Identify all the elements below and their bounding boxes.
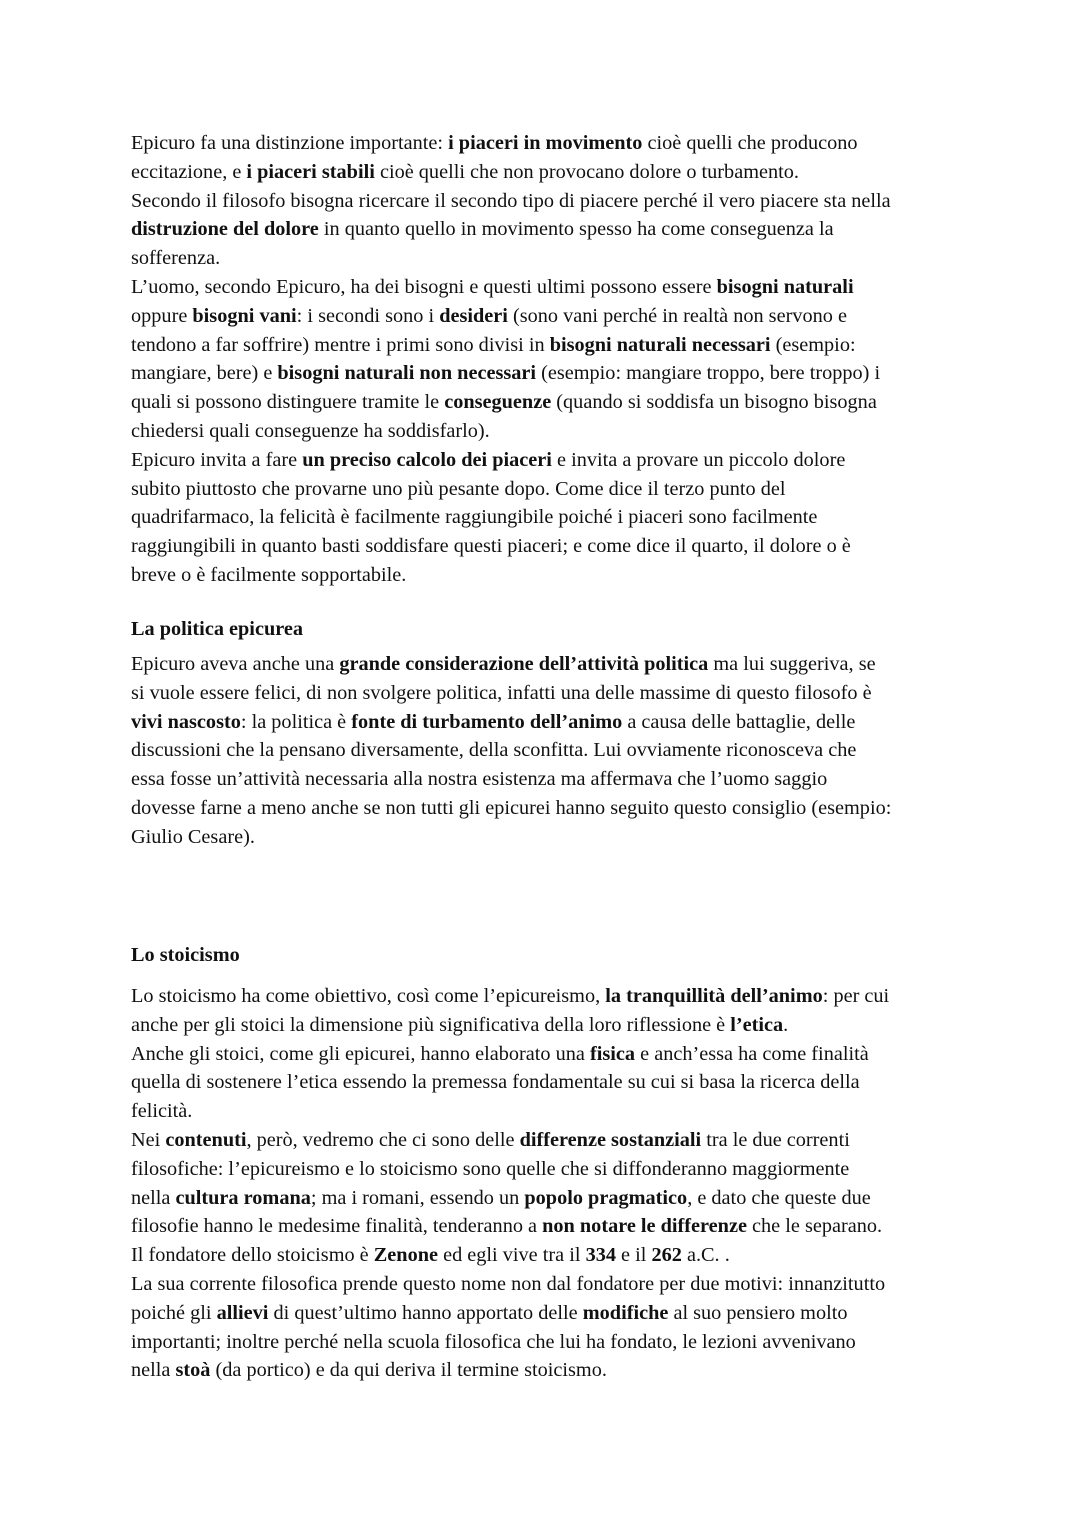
text-run: che le separano. <box>746 1215 883 1238</box>
text-line <box>131 1126 1031 1155</box>
text-run: nella <box>131 1186 176 1209</box>
text-run: : per cui <box>822 985 890 1007</box>
bold-text: un preciso calcolo dei piaceri <box>302 448 552 471</box>
text-line <box>131 1184 1031 1213</box>
text-run: si vuole essere felici, di non svolgere politica, infatti una delle massime di questo filosofo è <box>131 681 872 704</box>
text-run: quella di sostenere l’etica essendo la premessa fondamentale su cui si basa la ricerca della <box>131 1071 860 1094</box>
text-line <box>131 273 1031 302</box>
text-line <box>131 187 1031 216</box>
text-run: e invita a provare un piccolo dolore <box>551 448 846 471</box>
text-run: sofferenza. <box>131 247 221 270</box>
text-run: quali si possono distinguere tramite le <box>131 391 445 414</box>
text-line <box>131 823 1031 852</box>
text-line <box>131 982 1031 1011</box>
heading-politica-epicurea: La politica epicurea <box>131 618 304 640</box>
bold-text: i piaceri stabili <box>246 160 375 183</box>
text-run: essa fosse un’attività necessaria alla nostra esistenza ma affermava che l’uomo saggio <box>131 768 828 791</box>
text-run: chiedersi quali conseguenze ha soddisfarlo). <box>131 419 490 442</box>
bold-text: fonte di turbamento dell’animo <box>351 710 623 733</box>
text-run: (esempio: <box>770 333 856 356</box>
text-line <box>131 708 1031 737</box>
bold-text: desideri <box>439 304 508 327</box>
text-run: tra le due correnti <box>701 1128 850 1151</box>
text-line <box>131 417 1031 446</box>
bold-text: bisogni naturali necessari <box>549 333 771 356</box>
text-line <box>131 503 1031 532</box>
text-line <box>131 1356 1031 1385</box>
text-run: eccitazione, e <box>131 160 247 183</box>
bold-text: l’etica <box>730 1013 784 1036</box>
text-run: (quando si soddisfa un bisogno bisogna <box>551 391 877 414</box>
bold-text: grande considerazione dell’attività politica <box>339 653 709 675</box>
text-run: a.C. . <box>681 1244 730 1267</box>
text-line <box>131 1040 1031 1069</box>
text-run: dovesse farne a meno anche se non tutti gli epicurei hanno seguito questo consiglio (esempio: <box>131 796 892 819</box>
text-run: ed egli vive tra il <box>438 1244 586 1267</box>
text-line <box>131 1212 1031 1241</box>
text-run: poiché gli <box>131 1301 217 1324</box>
text-run: filosofie hanno le medesime finalità, tenderanno a <box>131 1215 543 1238</box>
text-line <box>131 561 1031 590</box>
bold-text: cultura romana <box>175 1186 311 1209</box>
text-line <box>131 794 1031 823</box>
bold-text: Zenone <box>373 1244 438 1267</box>
text-run: Giulio Cesare). <box>131 825 255 848</box>
text-run: Il fondatore dello stoicismo è <box>131 1244 374 1267</box>
text-line <box>131 1328 1031 1357</box>
text-run: cioè quelli che non provocano dolore o turbamento. <box>374 160 799 183</box>
paragraph-epicurean-pleasures <box>131 129 1031 590</box>
text-line <box>131 446 1031 475</box>
text-line <box>131 302 1031 331</box>
bold-text: bisogni vani <box>192 304 297 327</box>
text-run: felicità. <box>131 1100 193 1123</box>
bold-text: conseguenze <box>444 391 552 414</box>
text-line <box>131 1241 1031 1270</box>
bold-text: bisogni naturali non necessari <box>277 362 537 385</box>
text-run: a causa delle battaglie, delle <box>622 710 856 733</box>
text-run: anche per gli stoici la dimensione più significativa della loro riflessione è <box>131 1013 731 1036</box>
bold-text: bisogni naturali <box>716 275 854 298</box>
bold-text: fisica <box>590 1042 636 1065</box>
text-line <box>131 215 1031 244</box>
bold-text: popolo pragmatico <box>524 1186 688 1209</box>
text-line <box>131 129 1031 158</box>
bold-text: distruzione del dolore <box>131 218 319 241</box>
text-run: Epicuro aveva anche una <box>131 653 340 675</box>
text-run: filosofiche: l’epicureismo e lo stoicismo sono quelle che si diffonderanno maggiormente <box>131 1157 850 1180</box>
text-run: (sono vani perché in realtà non servono e <box>507 304 847 327</box>
text-line <box>131 1155 1031 1184</box>
bold-text: i piaceri in movimento <box>448 132 643 154</box>
bold-text: vivi nascosto <box>131 710 241 733</box>
bold-text: modifiche <box>582 1301 669 1324</box>
text-line <box>131 736 1031 765</box>
text-line <box>131 244 1031 273</box>
text-run: Epicuro fa una distinzione importante: <box>131 132 449 154</box>
text-run: (esempio: mangiare troppo, bere troppo) i <box>536 362 881 385</box>
text-run: nella <box>131 1359 176 1382</box>
bold-text: differenze sostanziali <box>519 1128 702 1151</box>
text-run: La sua corrente filosofica prende questo nome non dal fondatore per due motivi: innanzitutto <box>131 1272 886 1295</box>
text-run: e il <box>615 1244 652 1267</box>
text-run: breve o è facilmente sopportabile. <box>131 563 407 586</box>
text-line <box>131 1270 1031 1299</box>
bold-text: 262 <box>651 1244 682 1267</box>
text-line <box>131 1299 1031 1328</box>
paragraph-lo-stoicismo <box>131 982 1031 1385</box>
text-run: tendono a far soffrire) mentre i primi sono divisi in <box>131 333 550 356</box>
text-line <box>131 475 1031 504</box>
text-run: al suo pensiero molto <box>668 1301 848 1324</box>
bold-text: contenuti <box>165 1128 247 1151</box>
text-run: oppure <box>131 304 193 327</box>
text-line <box>131 1097 1031 1126</box>
text-run: . <box>783 1013 789 1036</box>
paragraph-politica-epicurea <box>131 650 1031 852</box>
text-line <box>131 158 1031 187</box>
text-run: di quest’ultimo hanno apportato delle <box>268 1301 583 1324</box>
text-line <box>131 765 1031 794</box>
text-run: raggiungibili in quanto basti soddisfare questi piaceri; e come dice il quarto, il dolore o è <box>131 535 851 558</box>
text-run: subito piuttosto che provarne uno più pesante dopo. Come dice il terzo punto del <box>131 477 786 500</box>
text-run: in quanto quello in movimento spesso ha come conseguenza la <box>318 218 834 241</box>
text-run: , e dato che queste due <box>687 1186 871 1209</box>
text-run: Lo stoicismo ha come obiettivo, così come l’epicureismo, <box>131 985 606 1007</box>
text-run: ma lui suggeriva, se <box>708 653 876 675</box>
text-run: (da portico) e da qui deriva il termine stoicismo. <box>210 1359 607 1382</box>
text-run: e anch’essa ha come finalità <box>635 1042 869 1065</box>
text-run: quadrifarmaco, la felicità è facilmente raggiungibile poiché i piaceri sono facilmente <box>131 506 818 529</box>
text-run: Nei <box>131 1128 166 1151</box>
text-run: importanti; inoltre perché nella scuola filosofica che lui ha fondato, le lezioni avvenivano <box>131 1330 856 1353</box>
bold-text: 334 <box>585 1244 616 1267</box>
heading-lo-stoicismo: Lo stoicismo <box>131 944 240 966</box>
bold-text: la tranquillità dell’animo <box>605 985 823 1007</box>
text-line <box>131 532 1031 561</box>
text-run: Epicuro invita a fare <box>131 448 303 471</box>
bold-text: allievi <box>216 1301 269 1324</box>
text-run: discussioni che la pensano diversamente, della sconfitta. Lui ovviamente riconosceva che <box>131 739 857 762</box>
text-run: ; ma i romani, essendo un <box>310 1186 525 1209</box>
text-run: Anche gli stoici, come gli epicurei, hanno elaborato una <box>131 1042 590 1065</box>
text-run: cioè quelli che producono <box>642 132 858 154</box>
text-line <box>131 388 1031 417</box>
bold-text: non notare le differenze <box>542 1215 747 1238</box>
text-run: , però, vedremo che ci sono delle <box>246 1128 520 1151</box>
text-line <box>131 650 1031 679</box>
text-run: : i secondi sono i <box>296 304 440 327</box>
bold-text: stoà <box>175 1359 211 1382</box>
text-line <box>131 331 1031 360</box>
text-run: : la politica è <box>240 710 352 733</box>
text-line <box>131 1011 1031 1040</box>
text-line <box>131 359 1031 388</box>
text-run: Secondo il filosofo bisogna ricercare il secondo tipo di piacere perché il vero piacere sta nella <box>131 189 891 212</box>
text-line <box>131 679 1031 708</box>
text-run: L’uomo, secondo Epicuro, ha dei bisogni e questi ultimi possono essere <box>131 275 717 298</box>
text-line <box>131 1068 1031 1097</box>
text-run: mangiare, bere) e <box>131 362 278 385</box>
